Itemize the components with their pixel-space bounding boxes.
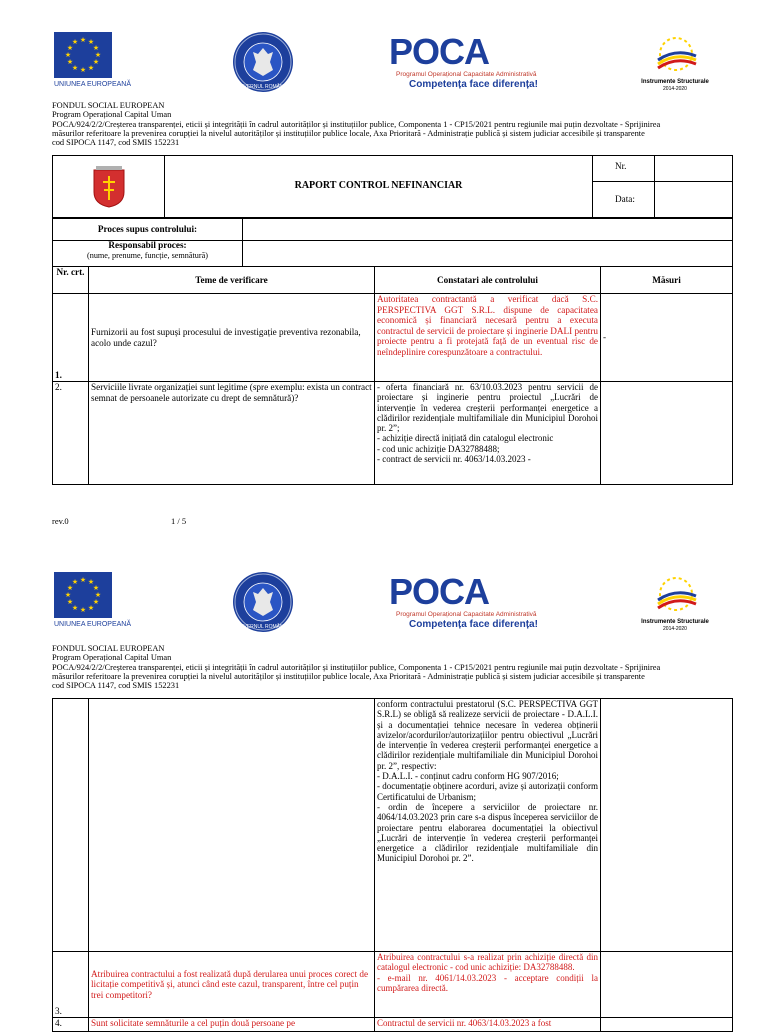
- svg-text:★: ★: [92, 584, 100, 592]
- svg-text:★: ★: [94, 591, 102, 599]
- poca-logo-word: POCA: [389, 31, 490, 72]
- proces-label: Proces supus controlului:: [53, 219, 243, 241]
- row-4-masuri: [601, 1018, 733, 1032]
- header-line: Program Operațional Capital Uman: [52, 110, 172, 120]
- control-table: [52, 266, 733, 485]
- svg-text:★: ★: [71, 604, 79, 612]
- row-2-tema: Serviciile livrate organizației sunt legitime (spre exemplu: exista un contract semnat de persoanele autorizate cu drept de semnătură)?: [89, 382, 375, 485]
- row-3-nr: 3.: [53, 952, 89, 1018]
- eu-flag-logo: [54, 32, 112, 78]
- government-seal-logo: [233, 32, 293, 92]
- eu-caption: UNIUNEA EUROPEANĂ: [54, 621, 132, 628]
- row-3-tema: Atribuirea contractului a fost realizată după derularea unui proces corect de licitație competitivă și, atunci când este cazul, transparent, între cel puțin trei competitori?: [89, 952, 375, 1018]
- svg-text:★: ★: [64, 591, 72, 599]
- row-2-masuri: [601, 382, 733, 485]
- header-line: POCA/924/2/2/Creșterea transparenței, eticii și integrității în cadrul autorităților și instituțiilor publice, Componenta 1 - CP15/2021 pentru regiunile mai puțin dezvoltate - Sprijinirea: [52, 662, 661, 672]
- instrumente-structurale-logo: [646, 570, 706, 619]
- government-seal-logo: [233, 572, 293, 632]
- poca-logo-word: POCA: [389, 571, 490, 612]
- row-2-c2: - achiziție directă inițiată din catalogul electronic: [377, 433, 554, 444]
- row-4-tema: Sunt solicitate semnăturile a cel puțin două persoane pe: [89, 1018, 375, 1032]
- row-3-constatare: [375, 952, 601, 1018]
- is-caption: Instrumente Structurale: [641, 619, 709, 625]
- svg-text:★: ★: [79, 606, 87, 614]
- row-2-constatare-cont: [375, 699, 601, 952]
- col-header-teme: Teme de verificare: [89, 267, 375, 294]
- svg-text:★: ★: [71, 578, 79, 586]
- row-4-constatare: Contractul de servicii nr. 4063/14.03.2023 a fost: [375, 1018, 601, 1032]
- row-2-nr-cont: [53, 699, 89, 952]
- svg-text:★: ★: [64, 51, 72, 59]
- row-2-constatare: [375, 382, 601, 485]
- svg-text:★: ★: [87, 64, 95, 72]
- eu-flag-logo: [54, 572, 112, 618]
- header-line: măsurilor referitoare la prevenirea corupției la nivelul autorităților și instituțiilor publice locale, Axa Prioritară - Administrație publică și sistem judiciar accesibile și transparente: [52, 671, 645, 681]
- row-1-tema: Furnizorii au fost supuși procesului de investigație preventiva rezonabila, acolo unde cazul?: [89, 294, 375, 382]
- row-4-nr: 4.: [53, 1018, 89, 1032]
- svg-text:★: ★: [92, 44, 100, 52]
- svg-text:★: ★: [66, 584, 74, 592]
- svg-text:★: ★: [87, 38, 95, 46]
- row-2-cont-text: conform contractului prestatorul (S.C. PERSPECTIVA GGT S.R.L) se obligă să realizeze servicii de proiectare - D.A.L.I. și a documentației tehnice necesare în vederea obținerii avizelor/acordurilor/autorizațiilor pentru obiectivul „Lucrări de intervenție în vederea creșterii performanței energetice a clădirilor rezidențiale multifamiliale din Municipiul Dorohoi pr. 2”, respectiv:: [377, 699, 598, 771]
- proces-table: [52, 218, 733, 267]
- svg-text:★: ★: [79, 66, 87, 74]
- svg-text:★: ★: [92, 598, 100, 606]
- page-2: [0, 540, 768, 1028]
- svg-text:★: ★: [79, 36, 87, 44]
- row-1-masuri: -: [601, 294, 733, 382]
- svg-text:★: ★: [71, 38, 79, 46]
- gov-ring-text: GUVERNUL ROMÂNIEI: [236, 624, 290, 630]
- data-value[interactable]: [655, 182, 733, 218]
- proces-value[interactable]: [243, 219, 733, 241]
- svg-text:★: ★: [66, 58, 74, 66]
- header-line: POCA/924/2/2/Creșterea transparenței, eticii și integrității în cadrul autorităților și instituțiilor publice, Componenta 1 - CP15/2021 pentru regiunile mai puțin dezvoltate - Sprijinirea: [52, 119, 661, 129]
- nr-value[interactable]: [655, 156, 733, 182]
- logo-bar: [0, 568, 768, 632]
- svg-text:★: ★: [79, 576, 87, 584]
- report-title: RAPORT CONTROL NEFINANCIAR: [165, 156, 593, 218]
- coat-of-arms-icon: [92, 164, 126, 208]
- svg-text:★: ★: [94, 51, 102, 59]
- header-line: Program Operațional Capital Uman: [52, 653, 172, 663]
- gov-ring-text: GUVERNUL ROMÂNIEI: [236, 84, 290, 90]
- responsabil-label: Responsabil proces:: [108, 240, 187, 250]
- is-years: 2014-2020: [663, 86, 687, 92]
- project-header: [52, 101, 732, 147]
- coat-of-arms-cell: [53, 156, 165, 218]
- project-header: [52, 644, 732, 690]
- data-label: Data:: [593, 182, 655, 218]
- control-table-continued: [52, 698, 733, 1032]
- row-2-bullet-3: - ordin de începere a serviciilor de proiectare nr. 4064/14.03.2023 prin care s-a dispus începerea serviciilor de proiectare pentru elaborarea documentației la obiectivul „Lucrări de intervenție în vederea creșterii performanței energetice a clădirilor rezidențiale multifamiliale din Municipiul Dorohoi pr. 2”.: [377, 801, 598, 864]
- is-years: 2014-2020: [663, 626, 687, 632]
- row-2-c3: - cod unic achiziție DA32788488;: [377, 443, 500, 454]
- header-line: FONDUL SOCIAL EUROPEAN: [52, 101, 165, 110]
- poca-subtitle: Programul Operațional Capacitate Administrativă: [396, 71, 537, 78]
- logo-bar: [0, 28, 768, 92]
- responsabil-value[interactable]: [243, 241, 733, 267]
- responsabil-cell: [53, 241, 243, 267]
- row-2-c1: - oferta financiară nr. 63/10.03.2023 pentru servicii de proiectare și inginerie pentru proiectul „Lucrări de intervenție în vederea creșterii performanței energetice a clădirilor rezidențiale multifamiliale din Municipiul Dorohoi pr. 2”;: [377, 382, 598, 434]
- col-header-masuri: Măsuri: [601, 267, 733, 294]
- col-header-constatari: Constatari ale controlului: [375, 267, 601, 294]
- poca-subtitle: Programul Operațional Capacitate Administrativă: [396, 611, 537, 618]
- row-3-c1: Atribuirea contractului s-a realizat prin achiziție directă din catalogul electronic - cod unic achiziție: DA32788488.: [377, 952, 598, 973]
- header-line: cod SIPOCA 1147, cod SMIS 152231: [52, 138, 180, 148]
- nr-label: Nr.: [593, 156, 655, 182]
- svg-text:★: ★: [87, 604, 95, 612]
- footer-page: 1 / 5: [171, 516, 187, 526]
- instrumente-structurale-logo: [646, 30, 706, 79]
- title-table: [52, 155, 733, 218]
- svg-text:★: ★: [92, 58, 100, 66]
- row-3-c2: - e-mail nr. 4061/14.03.2023 - acceptare condiții la cumpărarea directă.: [377, 972, 598, 993]
- row-3-masuri: [601, 952, 733, 1018]
- svg-text:★: ★: [66, 44, 74, 52]
- row-1-nr: 1.: [53, 294, 89, 382]
- header-line: măsurilor referitoare la prevenirea corupției la nivelul autorităților și instituțiilor publice locale, Axa Prioritară - Administrație publică și sistem judiciar accesibile și transparente: [52, 128, 645, 138]
- row-2-bullet-1: - D.A.L.I. - conținut cadru conform HG 907/2016;: [377, 771, 559, 782]
- row-2-bullet-2: - documentație obținere acorduri, avize și autorizații conform Certificatului de Urbanism;: [377, 781, 598, 802]
- col-header-nr: Nr. crt.: [53, 267, 89, 294]
- row-2-nr: 2.: [53, 382, 89, 485]
- footer-rev: rev.0: [52, 516, 69, 526]
- svg-text:★: ★: [71, 64, 79, 72]
- responsabil-sub: (nume, prenume, funcție, semnătură): [87, 250, 208, 260]
- row-2-tema-cont: [89, 699, 375, 952]
- svg-text:★: ★: [66, 598, 74, 606]
- svg-text:★: ★: [87, 578, 95, 586]
- header-line: cod SIPOCA 1147, cod SMIS 152231: [52, 681, 180, 691]
- header-line: FONDUL SOCIAL EUROPEAN: [52, 644, 165, 653]
- eu-caption: UNIUNEA EUROPEANĂ: [54, 81, 132, 88]
- is-caption: Instrumente Structurale: [641, 79, 709, 85]
- row-2-masuri-cont: [601, 699, 733, 952]
- poca-tagline: Competența face diferența!: [409, 619, 538, 630]
- row-1-constatare: Autoritatea contractantă a verificat dacă S.C. PERSPECTIVA GGT S.R.L. dispune de capacitatea economică și financiară necesară pentru a executa contractul de servicii de proiectare și inginerie DALI pentru proiecte pentru a fi protejată față de un eventual risc de neîndeplinire corespunzătoare a contractului.: [375, 294, 601, 382]
- row-2-c4: - contract de servicii nr. 4063/14.03.2023 -: [377, 454, 531, 465]
- poca-tagline: Competența face diferența!: [409, 79, 538, 90]
